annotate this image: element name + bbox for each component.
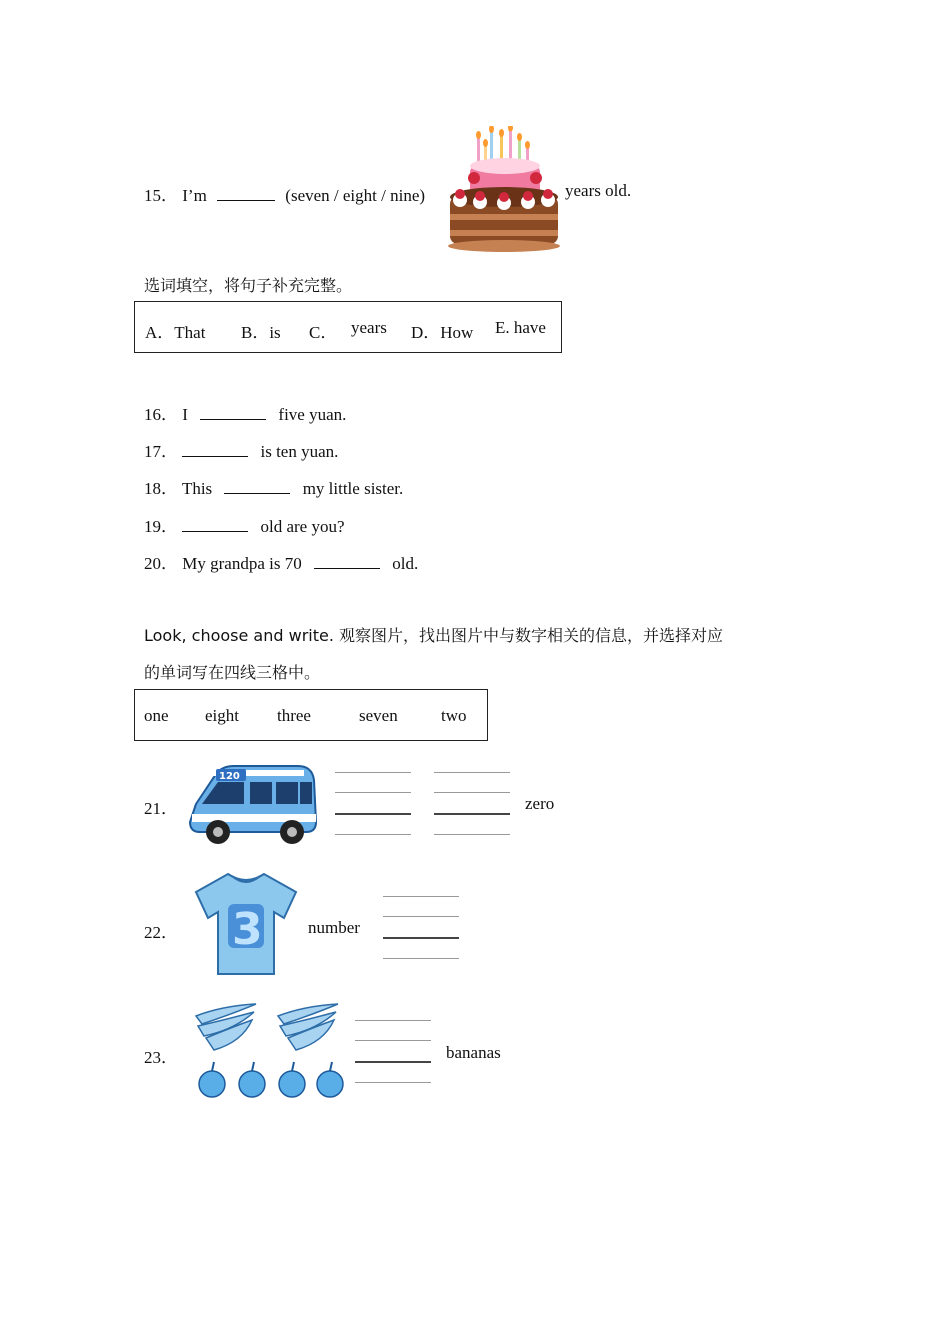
question-19: 19． old are you?	[144, 517, 345, 536]
option-b: B．is	[241, 323, 281, 342]
question-17: 17． is ten yuan.	[144, 442, 339, 461]
bananas-apples-image	[192, 998, 352, 1100]
item-22-number: 22．	[144, 923, 178, 942]
answer-blank[interactable]	[200, 405, 266, 420]
writing-lines-23[interactable]	[355, 1020, 431, 1084]
answer-blank[interactable]	[182, 517, 248, 532]
answer-blank[interactable]	[182, 442, 248, 457]
item-22-word: number	[308, 918, 360, 937]
item-21-number: 21．	[144, 799, 178, 818]
option-c-word: years	[351, 318, 387, 337]
ambulance-badge-text: 120	[219, 771, 240, 782]
item-23-number: 23．	[144, 1048, 178, 1067]
word-one: one	[144, 706, 169, 725]
section2-instruction: 选词填空，将句子补充完整。	[144, 276, 353, 295]
word-three: three	[277, 706, 311, 725]
q15-options: (seven / eight / nine)	[285, 186, 426, 205]
q15-prefix: I’m	[182, 186, 207, 205]
section3-instruction-line1: Look, choose and write. 观察图片，找出图片中与数字相关的信息，并选择对应	[144, 626, 724, 645]
ambulance-image	[186, 760, 320, 846]
q15-number: 15．	[144, 186, 178, 205]
word-two: two	[441, 706, 467, 725]
writing-lines-22[interactable]	[383, 896, 459, 960]
question-20: 20． My grandpa is 70 old.	[144, 554, 419, 573]
birthday-cake-image	[444, 126, 564, 254]
answer-blank[interactable]	[224, 479, 290, 494]
item-21-word: zero	[525, 794, 555, 813]
option-e: E. have	[495, 318, 546, 337]
item-23-word: bananas	[446, 1043, 501, 1062]
answer-blank[interactable]	[314, 554, 380, 569]
option-a: A．That	[145, 323, 206, 342]
q15-suffix: years old.	[565, 181, 632, 200]
q15-line	[144, 181, 425, 206]
question-18: 18． This my little sister.	[144, 479, 404, 498]
word-bank-box-1	[134, 301, 562, 353]
word-seven: seven	[359, 706, 398, 725]
writing-lines-21a[interactable]	[335, 772, 411, 836]
tshirt-image	[192, 870, 300, 978]
word-eight: eight	[205, 706, 239, 725]
q15-blank[interactable]	[217, 186, 275, 201]
writing-lines-21b[interactable]	[434, 772, 510, 836]
option-c: C．	[309, 323, 338, 342]
section3-instruction-line2: 的单词写在四线三格中。	[144, 663, 321, 682]
tshirt-number-text: 3	[232, 904, 263, 955]
option-d: D．How	[411, 323, 474, 342]
word-bank-box-2	[134, 689, 488, 741]
question-16: 16． I five yuan.	[144, 405, 347, 424]
